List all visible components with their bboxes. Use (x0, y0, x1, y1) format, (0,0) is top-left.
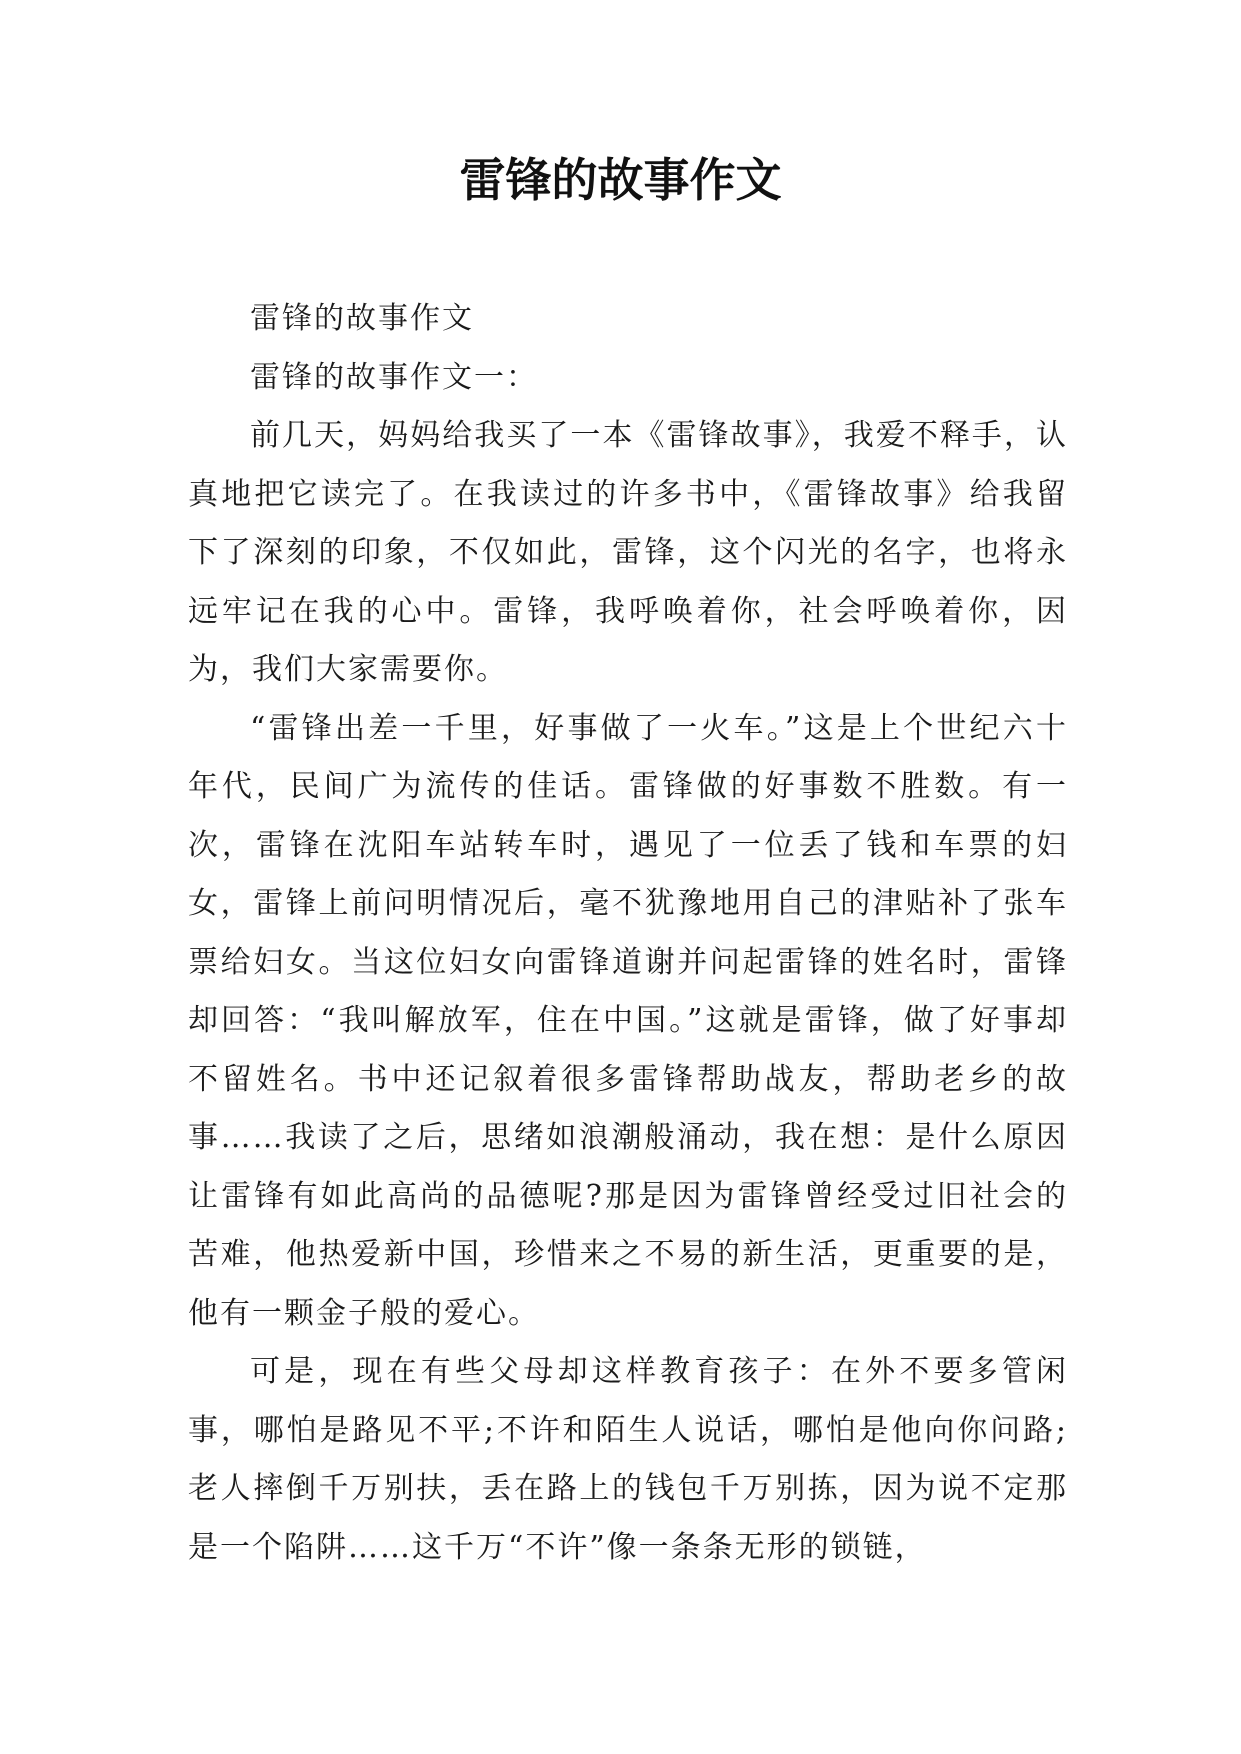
paragraph: 前几天，妈妈给我买了一本《雷锋故事》，我爱不释手，认真地把它读完了。在我读过的许多书中，《雷锋故事》给我留下了深刻的印象，不仅如此，雷锋，这个闪光的名字，也将永远牢记在我的心中。雷锋，我呼唤着你，社会呼唤着你，因为，我们大家需要你。 (188, 418, 1068, 687)
paragraph: 可是，现在有些父母却这样教育孩子：在外不要多管闲事，哪怕是路见不平;不许和陌生人说话，哪怕是他向你问路;老人摔倒千万别扶，丢在路上的钱包千万别拣，因为说不定那是一个陷阱……这千万“不许”像一条条无形的锁链， (188, 1354, 1068, 1565)
document-body (188, 290, 1068, 1577)
section-heading: 雷锋的故事作文一： (250, 359, 538, 395)
subtitle-line: 雷锋的故事作文 (250, 301, 474, 336)
document-title: 雷锋的故事作文 (459, 153, 782, 207)
paragraph: “雷锋出差一千里，好事做了一火车。”这是上个世纪六十年代，民间广为流传的佳话。雷锋做的好事数不胜数。有一次，雷锋在沈阳车站转车时，遇见了一位丢了钱和车票的妇女，雷锋上前问明情况后，毫不犹豫地用自己的津贴补了张车票给妇女。当这位妇女向雷锋道谢并问起雷锋的姓名时，雷锋却回答：“我叫解放军，住在中国。”这就是雷锋，做了好事却不留姓名。书中还记叙着很多雷锋帮助战友，帮助老乡的故事……我读了之后，思绪如浪潮般涌动，我在想：是什么原因让雷锋有如此高尚的品德呢?那是因为雷锋曾经受过旧社会的苦难，他热爱新中国，珍惜来之不易的新生活，更重要的是，他有一颗金子般的爱心。 (188, 710, 1068, 1331)
